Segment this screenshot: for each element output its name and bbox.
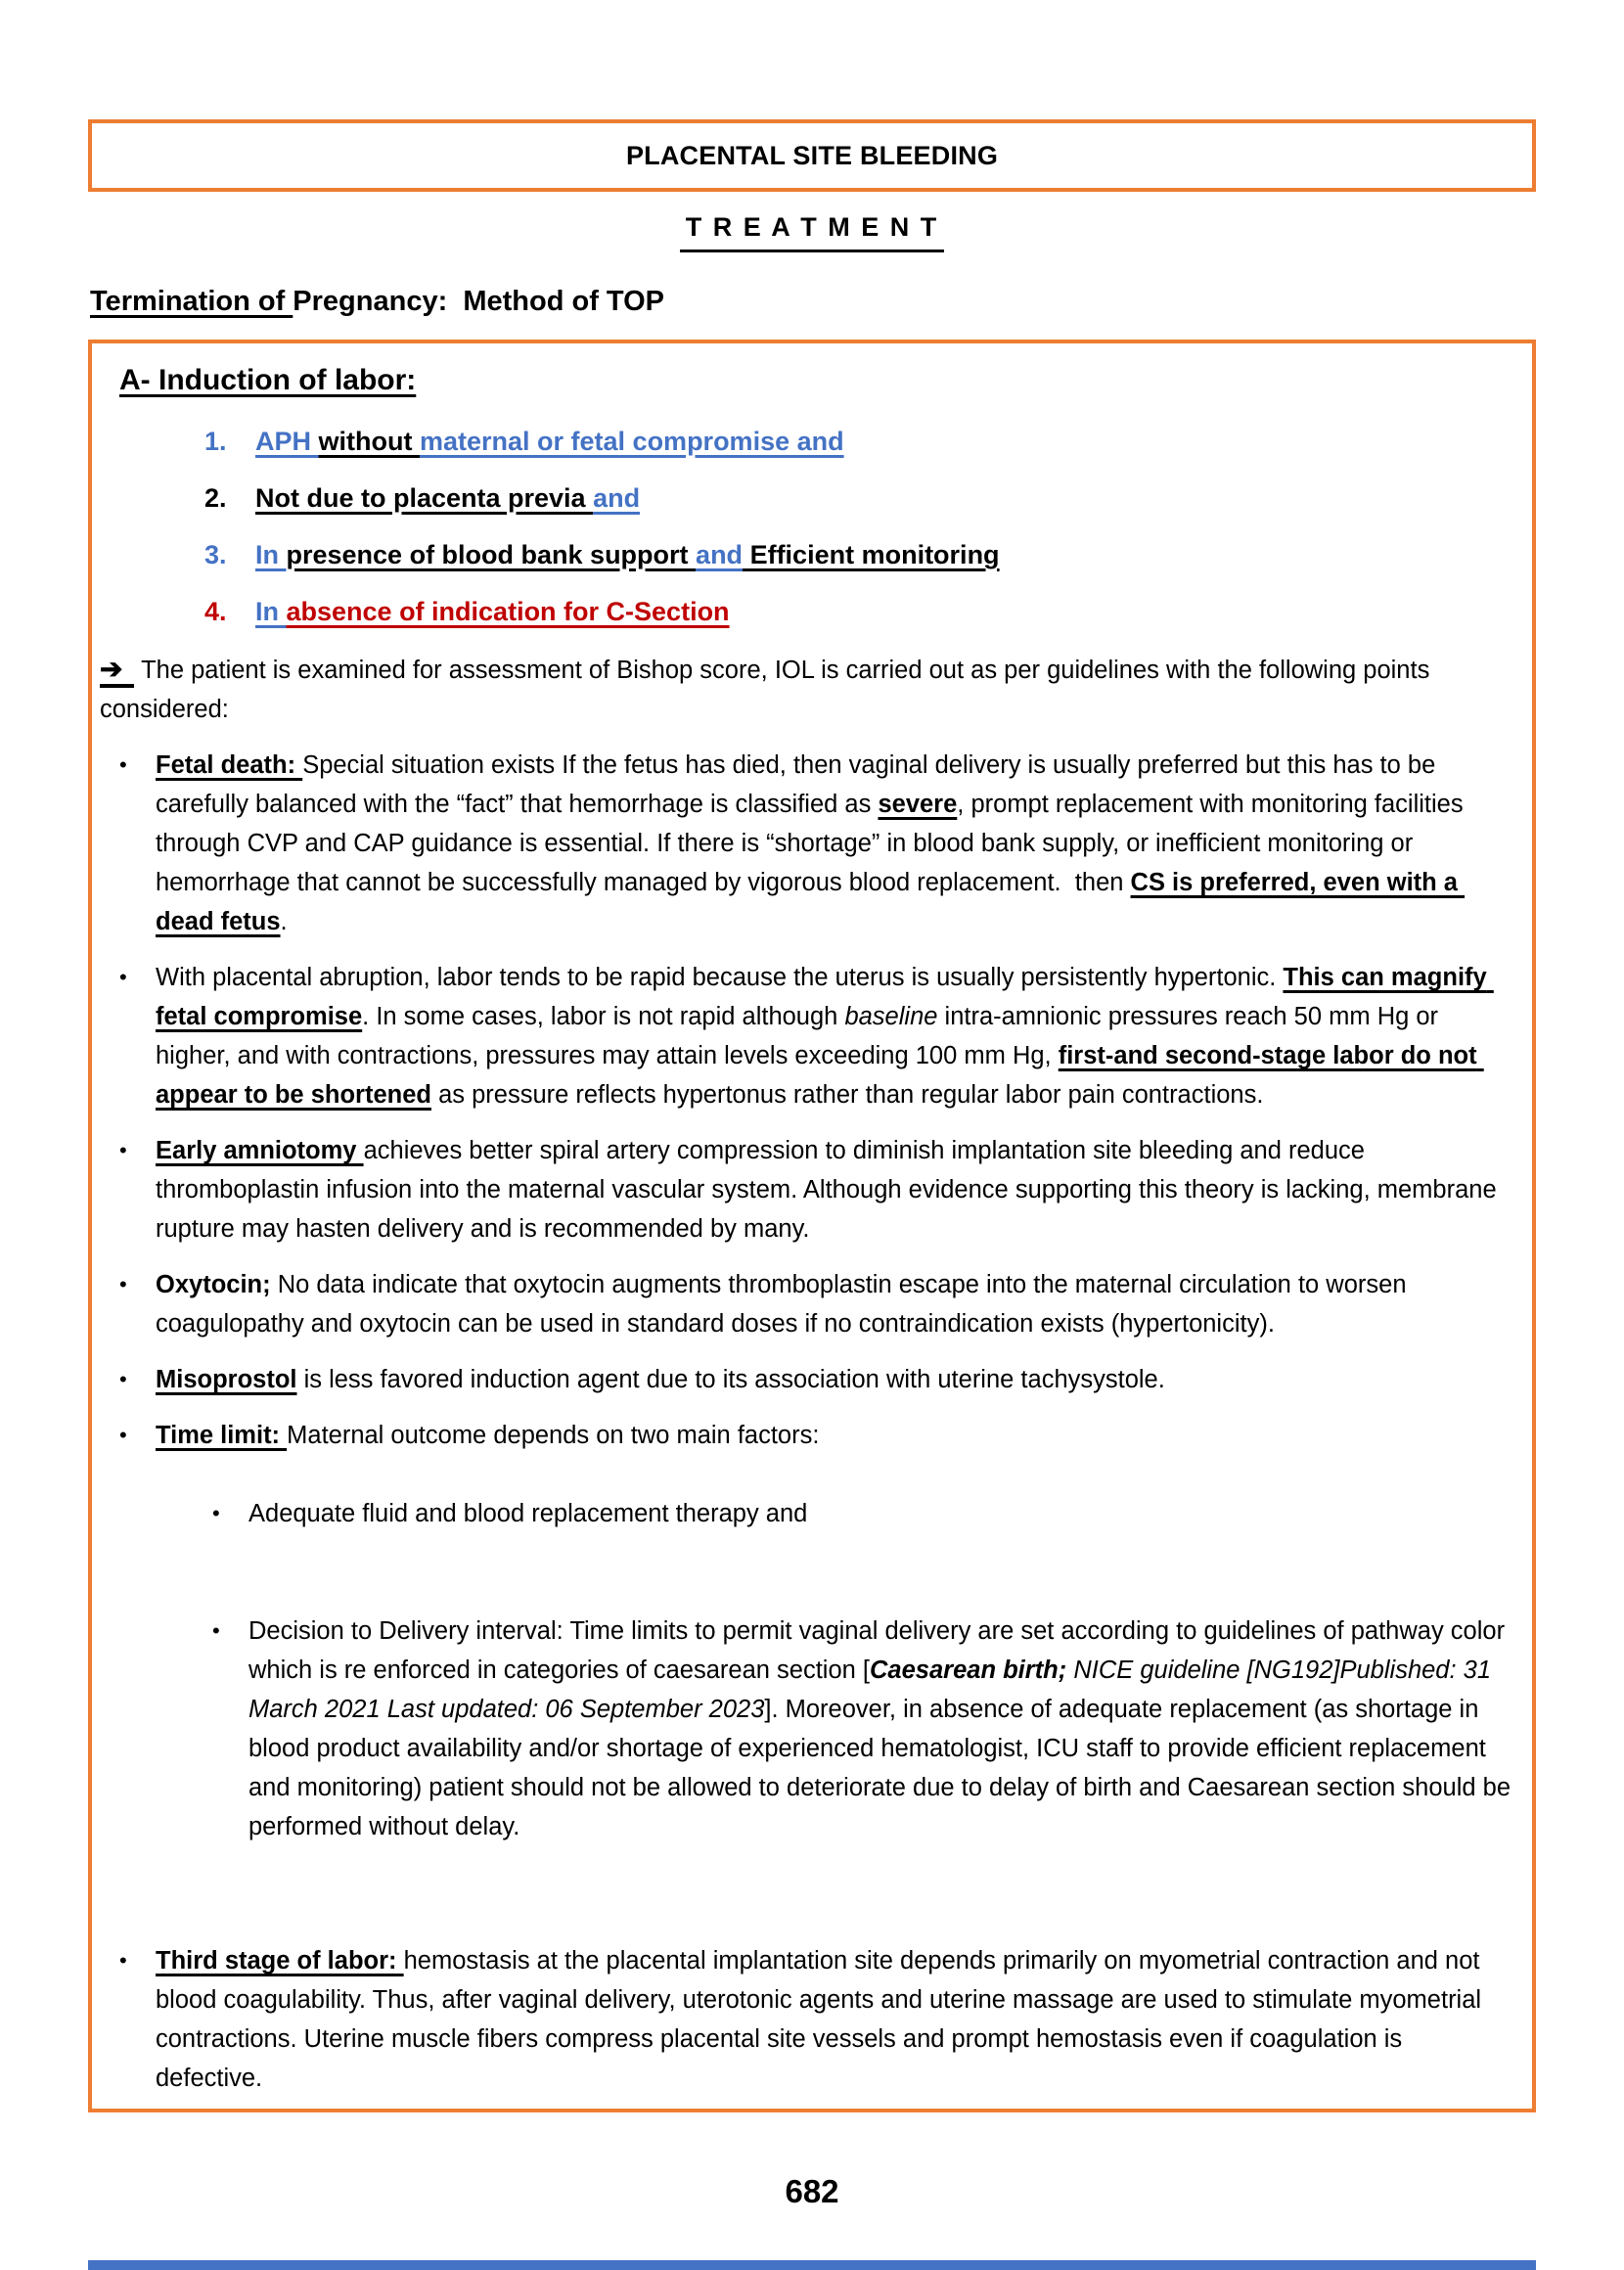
text-run: as pressure reflects hypertonus rather than regular labor pain contractions. (430, 1081, 1264, 1109)
text-run: , prompt replacement with monitoring facilities through CVP and CAP guidance is essential. If there is “shortage” in blood bank supply, or inefficient monitoring or hemorrhage that cannot be successfully managed by vigorous blood replacement. then (156, 791, 1470, 896)
text-run: achieves better spiral artery compression to diminish implantation site bleeding and reduce thromboplastin infusion into the maternal vascular system. Although evidence supporting this theory is lacking, membrane rupture may hasten delivery and is recommended by many. (156, 1137, 1504, 1243)
text-run: Efficient monitoring (743, 540, 1000, 569)
text-run: In (255, 597, 287, 626)
text-run: APH (255, 427, 319, 456)
bullet-icon: • (119, 1423, 127, 1447)
bullet-placental-abruption (119, 958, 1514, 1114)
sub-bullet-fluid-replacement (212, 1494, 1514, 1533)
bullet-early-amniotomy (119, 1131, 1514, 1248)
text-run: Third stage of labor: (156, 1947, 404, 1975)
text-run: hemostasis at the placental implantation site depends primarily on myometrial contraction and not blood coagulability. Thus, after vaginal delivery, uterotonic agents and uterine massage are used to stimulate myometrial contractions. Uterine muscle fibers compress placental site vessels and prompt hemostasis even if coagulation is defective. (156, 1947, 1489, 2092)
bullet-icon: • (119, 1272, 127, 1296)
section-heading (90, 284, 1536, 319)
text-run: Decision to Delivery interval: Time limits to permit vaginal delivery are set according to guidelines of pathway color which is re enforced in categories of caesarean section [ (248, 1617, 1512, 1684)
text-run: Oxytocin; (156, 1271, 271, 1298)
bullet-misoprostol (119, 1360, 1514, 1399)
text-run: Time limit: (156, 1422, 288, 1449)
bullet-icon: • (119, 1948, 127, 1973)
bullet-text (156, 1360, 1514, 1399)
bullet-time-limit (119, 1416, 1518, 1925)
text-run: Misoprostol (156, 1366, 297, 1393)
text-run: Fetal death: (156, 751, 303, 779)
item-number: 1. (204, 427, 227, 456)
text-run: . (280, 908, 288, 935)
bullet-icon: • (212, 1501, 220, 1525)
text-run: absence of indication for C-Section (286, 597, 730, 626)
item-number: 4. (204, 597, 227, 626)
list-item (204, 592, 1514, 631)
sub-bullet-text (248, 1494, 1514, 1533)
item-text (255, 422, 1514, 461)
text-run: baseline (844, 1003, 938, 1030)
item-number: 2. (204, 483, 227, 513)
bottom-accent-bar (88, 2260, 1536, 2270)
treatment-heading-row (0, 212, 1624, 252)
bullet-text (156, 1416, 1518, 1925)
sub-bullet-decision-to-delivery (212, 1612, 1518, 1846)
arrow-icon: ➔ (100, 655, 134, 688)
item-number: 3. (204, 540, 227, 569)
text-run: A- Induction of labor: (119, 364, 417, 396)
text-run: The patient is examined for assessment of Bishop score, IOL is carried out as per guidelines with the following points considered: (100, 657, 1437, 723)
text-run: severe (878, 791, 958, 818)
treatment-heading: T R E A T M E N T (680, 212, 945, 252)
text-run: presence of blood bank support (286, 540, 697, 569)
arrow-paragraph-text (100, 657, 1436, 723)
text-run: ]. Moreover, in absence of adequate replacement (as shortage in blood product availability and/or shortage of experienced hematologist, ICU staff to provide efficient replacement and monitoring) patient should not be allowed to deteriorate due to delay of birth and Caesarean section should be performed without delay. (248, 1696, 1518, 1840)
bullet-text (156, 1265, 1514, 1343)
bullet-fetal-death (119, 746, 1514, 941)
text-run: With placental abruption, labor tends to be rapid because the uterus is usually persistently hypertonic. (156, 964, 1284, 991)
text-run: CS is preferred, even with a dead fetus (156, 869, 1466, 935)
text-run: intra-amnionic pressures reach 50 mm Hg or higher, and with contractions, pressures may attain levels exceeding 100 mm Hg, (156, 1003, 1446, 1069)
bullet-oxytocin (119, 1265, 1514, 1343)
bullet-icon: • (119, 1138, 127, 1162)
list-item (204, 478, 1514, 518)
text-run: In (255, 540, 287, 569)
text-run: Caesarean birth; (870, 1657, 1067, 1684)
bullet-text (156, 1131, 1514, 1248)
text-run: This can magnify fetal compromise (156, 964, 1494, 1030)
text-run: Special situation exists If the fetus has died, then vaginal delivery is usually preferred but this has to be carefully balanced with the “fact” that hemorrhage is classified as (156, 751, 1443, 818)
list-item (204, 422, 1514, 461)
text-run: Termination of (90, 286, 293, 317)
bullet-text (156, 958, 1514, 1114)
text-run: Early amniotomy (156, 1137, 364, 1164)
bullet-icon: • (119, 1367, 127, 1391)
text-run: maternal or fetal compromise and (419, 427, 844, 456)
text-run: Maternal outcome depends on two main factors: (287, 1422, 820, 1449)
induction-of-labor-box (88, 340, 1536, 2112)
bullet-text (156, 1941, 1514, 2098)
text-run: Pregnancy: Method of TOP (293, 286, 665, 317)
induction-criteria-list (204, 422, 1514, 631)
item-text (255, 478, 1514, 518)
text-run: No data indicate that oxytocin augments thromboplastin escape into the maternal circulation to worsen coagulopathy and oxytocin can be used in standard doses if no contraindication exists (hypertonicity). (156, 1271, 1414, 1338)
item-text (255, 535, 1514, 574)
bullet-icon: • (212, 1618, 220, 1643)
text-run: Not due to placenta previa (255, 483, 594, 513)
bullet-text (156, 746, 1514, 941)
induction-heading (119, 361, 1514, 400)
text-run: without (318, 427, 420, 456)
item-text (255, 592, 1514, 631)
arrow-paragraph (100, 651, 1514, 729)
list-item (204, 535, 1514, 574)
bullet-icon: • (119, 752, 127, 777)
text-run: Adequate fluid and blood replacement therapy and (248, 1500, 808, 1527)
sub-bullet-text (248, 1612, 1518, 1846)
page-number: 682 (785, 2173, 839, 2209)
bullet-intro-text (156, 1422, 819, 1449)
text-run: first-and second-stage labor do not appear to be shortened (156, 1042, 1484, 1109)
page-title: PLACENTAL SITE BLEEDING (625, 140, 999, 170)
text-run: NICE guideline [NG192]Published: 31 March 2021 Last updated: 06 September 2023 (248, 1657, 1499, 1723)
text-run: and (593, 483, 641, 513)
text-run: and (696, 540, 744, 569)
bullet-third-stage (119, 1941, 1514, 2098)
text-run: . In some cases, labor is not rapid although (362, 1003, 845, 1030)
text-run: is less favored induction agent due to its association with uterine tachysystole. (296, 1366, 1165, 1393)
title-box (88, 119, 1536, 192)
bullet-icon: • (119, 965, 127, 989)
